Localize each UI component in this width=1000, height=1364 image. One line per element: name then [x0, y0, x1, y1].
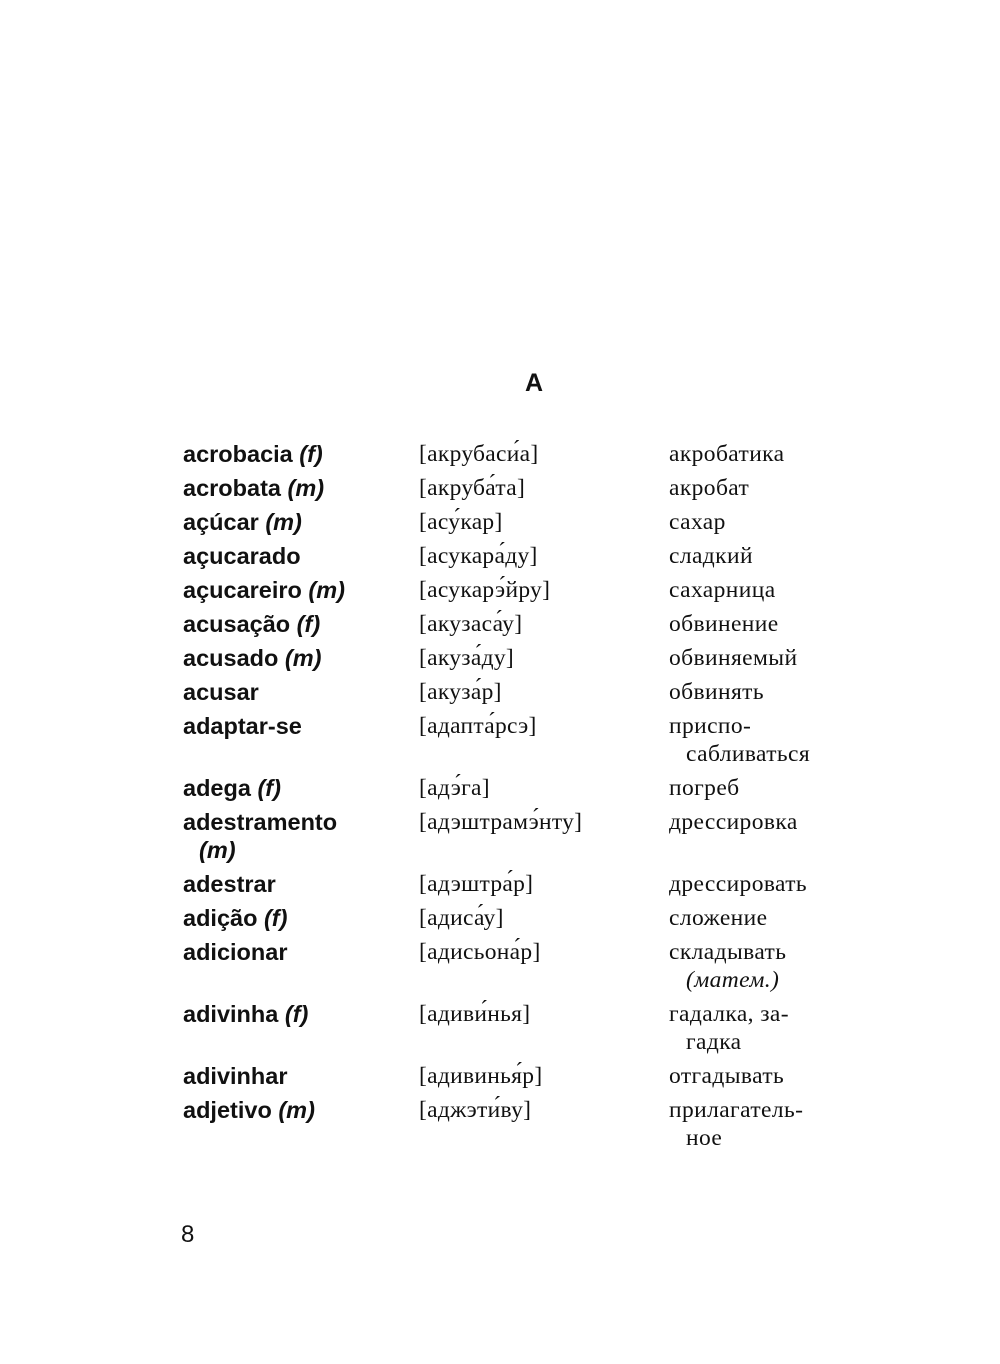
headword: adestramento: [183, 809, 338, 835]
entry-meaning: [669, 1062, 839, 1090]
gender-marker: (m): [265, 509, 302, 535]
entry-word: [0, 644, 419, 672]
entry-transcription: [асукарэ́йру]: [419, 577, 551, 603]
meaning-line: обвиняемый: [669, 645, 798, 671]
entry-transcription: [адэ́га]: [419, 775, 490, 801]
entry-meaning: [669, 576, 839, 604]
headword: adjetivo: [183, 1097, 272, 1123]
entry-meaning: [669, 774, 839, 802]
meaning-line: гадалка, за-: [669, 1001, 789, 1027]
meaning-line: сладкий: [669, 543, 753, 569]
entry-transcription: [адивинья́р]: [419, 1063, 543, 1089]
dictionary-entry: [0, 610, 1000, 638]
entry-word: [0, 474, 419, 502]
meaning-line: дрессировка: [669, 809, 798, 835]
meaning-line: обвинять: [669, 679, 764, 705]
entry-transcription: [адисьона́р]: [419, 939, 541, 965]
dictionary-entry: [0, 440, 1000, 468]
dictionary-entry: [0, 938, 1000, 994]
entry-transcription: [адиса́у]: [419, 905, 504, 931]
meaning-line: сахарница: [669, 577, 776, 603]
entry-meaning: [669, 712, 839, 768]
dictionary-entry: [0, 1096, 1000, 1152]
entry-transcription: [акрубаси́а]: [419, 441, 539, 467]
headword: adega: [183, 775, 251, 801]
entry-transcription: [адэштрамэ́нту]: [419, 809, 583, 835]
entry-meaning: [669, 904, 839, 932]
dictionary-entries: [0, 440, 1000, 1158]
gender-marker: (m): [284, 645, 322, 671]
entry-transcription: [акузаса́у]: [419, 611, 523, 637]
gender-marker: (f): [296, 611, 321, 637]
headword: açucareiro: [183, 577, 302, 603]
meaning-line: отгадывать: [669, 1063, 785, 1089]
headword: acusação: [183, 611, 291, 637]
gender-marker: (f): [257, 775, 281, 801]
dictionary-entry: [0, 904, 1000, 932]
meaning-line-continued: сабливаться: [686, 741, 811, 767]
dictionary-entry: [0, 774, 1000, 802]
entry-meaning: [669, 610, 839, 638]
entry-transcription: [асукара́ду]: [419, 543, 538, 569]
headword: acrobacia: [183, 441, 293, 467]
entry-word: [0, 712, 419, 740]
entry-meaning: [669, 870, 839, 898]
meaning-line-continued: ное: [686, 1125, 723, 1151]
gender-marker: (m): [287, 475, 325, 501]
headword: açucarado: [183, 543, 301, 569]
entry-word: [0, 440, 419, 468]
entry-word: [0, 808, 419, 864]
entry-meaning: [669, 1000, 839, 1056]
entry-transcription: [адиви́нья]: [419, 1001, 531, 1027]
entry-meaning: [669, 1096, 839, 1152]
headword: adivinha: [183, 1001, 279, 1027]
gender-marker: (f): [299, 441, 323, 467]
headword: adivinhar: [183, 1063, 288, 1089]
headword: adição: [183, 905, 258, 931]
gender-marker: (m): [278, 1097, 315, 1123]
section-letter-heading: A: [524, 369, 544, 397]
dictionary-entry: [0, 808, 1000, 864]
dictionary-entry: [0, 712, 1000, 768]
dictionary-entry: [0, 576, 1000, 604]
entry-meaning: [669, 508, 839, 536]
dictionary-entry: [0, 508, 1000, 536]
entry-transcription: [адэштра́р]: [419, 871, 534, 897]
dictionary-entry: [0, 1062, 1000, 1090]
gender-marker: (f): [284, 1001, 309, 1027]
dictionary-entry: [0, 1000, 1000, 1056]
entry-transcription: [акруба́та]: [419, 475, 526, 501]
entry-word: [0, 1000, 419, 1028]
meaning-line: погреб: [669, 775, 740, 801]
headword: acusar: [183, 679, 259, 705]
dictionary-entry: [0, 542, 1000, 570]
meaning-line: акробатика: [669, 441, 785, 467]
headword: adestrar: [183, 871, 276, 897]
entry-word: [0, 938, 419, 966]
entry-meaning: [669, 938, 839, 994]
entry-transcription: [асу́кар]: [419, 509, 503, 535]
entry-meaning: [669, 440, 839, 468]
entry-word: [0, 678, 419, 706]
entry-word: [0, 1096, 419, 1124]
gender-marker: (m): [308, 577, 345, 603]
meaning-line: складывать: [669, 939, 787, 965]
gender-marker: (m): [199, 837, 236, 863]
headword: adaptar-se: [183, 713, 302, 739]
meaning-line: акробат: [669, 475, 750, 501]
entry-transcription: [адапта́рсэ]: [419, 713, 537, 739]
entry-transcription: [акуза́ду]: [419, 645, 515, 671]
entry-word: [0, 870, 419, 898]
dictionary-entry: [0, 474, 1000, 502]
entry-word: [0, 774, 419, 802]
headword: acusado: [183, 645, 279, 671]
entry-word: [0, 1062, 419, 1090]
entry-transcription: [акуза́р]: [419, 679, 502, 705]
meaning-usage-note: (матем.): [686, 967, 780, 993]
headword: açúcar: [183, 509, 259, 535]
entry-transcription: [аджэти́ву]: [419, 1097, 532, 1123]
entry-meaning: [669, 474, 839, 502]
entry-word: [0, 904, 419, 932]
headword: adicionar: [183, 939, 288, 965]
entry-word: [0, 576, 419, 604]
dictionary-entry: [0, 678, 1000, 706]
dictionary-entry: [0, 644, 1000, 672]
meaning-line: прилагатель-: [669, 1097, 804, 1123]
dictionary-entry: [0, 870, 1000, 898]
entry-word: [0, 610, 419, 638]
entry-word: [0, 542, 419, 570]
meaning-line: сахар: [669, 509, 726, 535]
meaning-line: обвинение: [669, 611, 779, 637]
entry-meaning: [669, 678, 839, 706]
entry-meaning: [669, 542, 839, 570]
entry-meaning: [669, 808, 839, 836]
page-number: 8: [181, 1221, 195, 1248]
entry-word: [0, 508, 419, 536]
entry-meaning: [669, 644, 839, 672]
headword: acrobata: [183, 475, 281, 501]
gender-marker: (f): [263, 905, 288, 931]
meaning-line-continued: гадка: [686, 1029, 742, 1055]
meaning-line: приспо-: [669, 713, 752, 739]
meaning-line: сложение: [669, 905, 768, 931]
meaning-line: дрессировать: [669, 871, 808, 897]
